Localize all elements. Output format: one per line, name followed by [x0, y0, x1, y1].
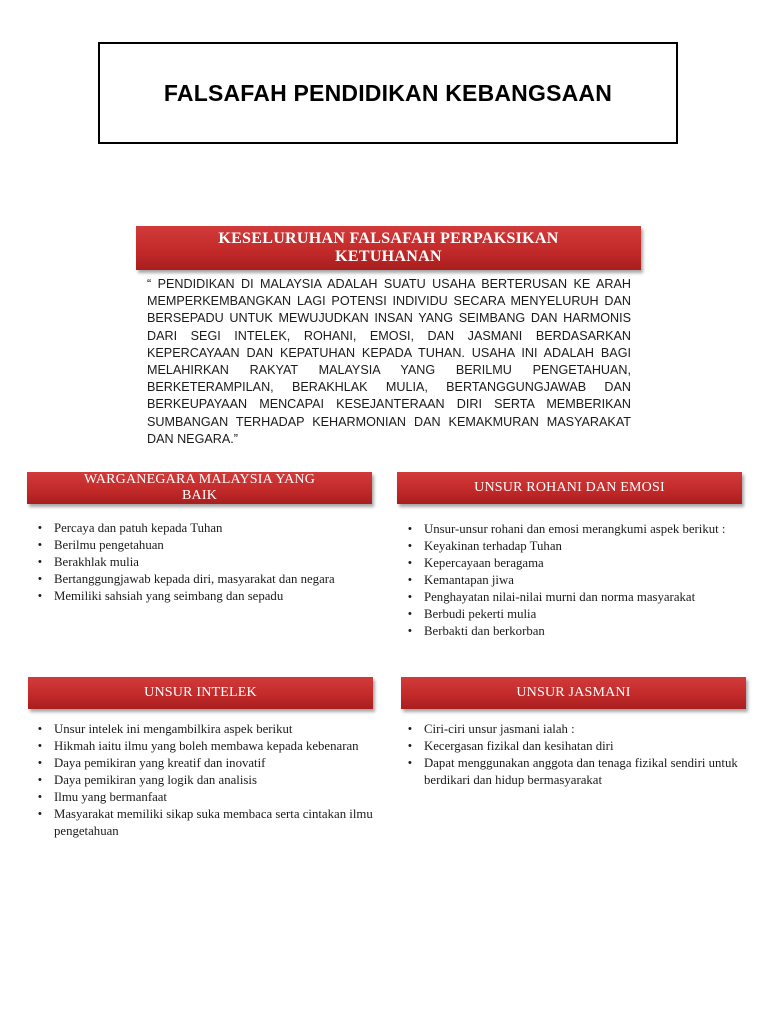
list-item: • Daya pemikiran yang kreatif dan inovatif: [34, 755, 398, 772]
list-item: • Kecergasan fizikal dan kesihatan diri: [404, 738, 764, 755]
list-item: • Percaya dan patuh kepada Tuhan: [34, 520, 374, 537]
page-title: FALSAFAH PENDIDIKAN KEBANGSAAN: [163, 79, 613, 106]
list-item: • Unsur intelek ini mengambilkira aspek berikut: [34, 721, 398, 738]
list-item: • Berakhlak mulia: [34, 554, 374, 571]
warganegara-banner: [27, 472, 372, 504]
list-item: • Berilmu pengetahuan: [34, 537, 374, 554]
warganegara-heading-line1: WARGANEGARA MALAYSIA YANG: [83, 472, 316, 488]
intelek-list: [34, 721, 398, 840]
list-item: • Unsur-unsur rohani dan emosi merangkumi aspek berikut :: [404, 521, 760, 538]
main-heading-line2: KETUHANAN: [335, 248, 442, 265]
list-item: • Hikmah iaitu ilmu yang boleh membawa kepada kebenaran: [34, 738, 398, 755]
list-item: • Bertanggungjawab kepada diri, masyarakat dan negara: [34, 571, 374, 588]
list-item: • Ciri-ciri unsur jasmani ialah :: [404, 721, 764, 738]
list-item: • Ilmu yang bermanfaat: [34, 789, 398, 806]
list-item: • Masyarakat memiliki sikap suka membaca serta cintakan ilmu pengetahuan: [34, 806, 398, 840]
rohani-banner: [397, 472, 742, 504]
list-item: • Keyakinan terhadap Tuhan: [404, 538, 760, 555]
list-item: • Berbudi pekerti mulia: [404, 606, 760, 623]
list-item: • Berbakti dan berkorban: [404, 623, 760, 640]
list-item: • Daya pemikiran yang logik dan analisis: [34, 772, 398, 789]
warganegara-list: [34, 520, 374, 605]
list-item: • Kepercayaan beragama: [404, 555, 760, 572]
jasmani-list: [404, 721, 764, 789]
intelek-heading: UNSUR INTELEK: [144, 685, 257, 701]
main-section-banner: [136, 226, 641, 270]
list-item: • Memiliki sahsiah yang seimbang dan sepadu: [34, 588, 374, 605]
main-heading-line1: KESELURUHAN FALSAFAH PERPAKSIKAN: [218, 230, 559, 248]
rohani-heading: UNSUR ROHANI DAN EMOSI: [474, 480, 665, 496]
falsafah-quote: “ PENDIDIKAN DI MALAYSIA ADALAH SUATU USAHA BERTERUSAN KE ARAH MEMPERKEMBANGKAN LAGI POTENSI INDIVIDU SECARA MENYELURUH DAN BERSEPADU UNTUK MEWUJUDKAN INSAN YANG SEIMBANG DAN HARMONIS DARI SEGI INTELEK, ROHANI, EMOSI, DAN JASMANI BERDASARKAN KEPERCAYAAN DAN KEPATUHAN KEPADA TUHAN. USAHA INI ADALAH BAGI MELAHIRKAN RAKYAT MALAYSIA YANG BERILMU PENGETAHUAN, BERKETERAMPILAN, BERAKHLAK MULIA, BERTANGGUNGJAWAB DAN BERKEUPAYAAN MENCAPAI KESEJANTERAAN DIRI SERTA MEMBERIKAN SUMBANGAN TERHADAP KEHARMONIAN DAN KEMAKMURAN MASYARAKAT DAN NEGARA.”: [147, 277, 631, 446]
jasmani-banner: [401, 677, 746, 709]
title-box: [98, 42, 678, 144]
rohani-list: [404, 521, 760, 640]
warganegara-heading-line2: BAIK: [181, 488, 218, 503]
jasmani-heading: UNSUR JASMANI: [516, 685, 631, 701]
intelek-banner: [28, 677, 373, 709]
list-item: • Penghayatan nilai-nilai murni dan norma masyarakat: [404, 589, 760, 606]
list-item: • Dapat menggunakan anggota dan tenaga fizikal sendiri untuk berdikari dan hidup bermasyarakat: [404, 755, 764, 789]
list-item: • Kemantapan jiwa: [404, 572, 760, 589]
